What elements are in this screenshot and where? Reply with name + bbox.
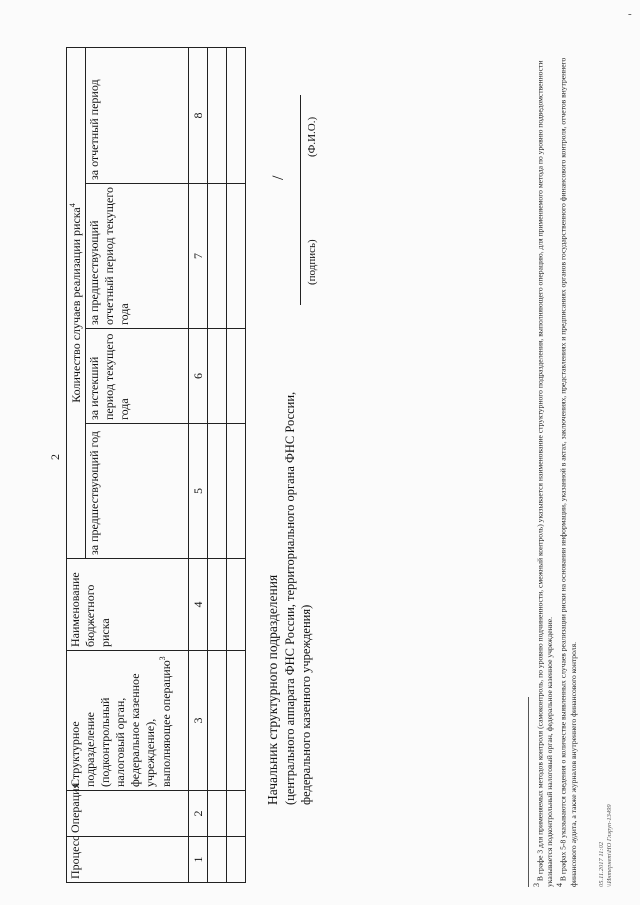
signatory-title-line: Начальник структурного подразделения	[265, 574, 280, 805]
table-cell	[227, 424, 246, 559]
column-number: 3	[189, 651, 208, 791]
signature-line	[300, 95, 301, 305]
column-number-row	[189, 47, 208, 882]
signature-area	[270, 95, 340, 305]
column-number: 6	[189, 329, 208, 424]
header-operation: Операция	[67, 791, 189, 837]
table-cell	[208, 47, 227, 183]
print-stamp-path: \\Интернет\НО Глэруп-13499	[606, 804, 614, 887]
header-reporting-period: за отчетный период	[86, 47, 189, 183]
header-prev-reporting-period: за предшествующий отчетный период текущего года	[86, 184, 189, 329]
table-cell	[208, 424, 227, 559]
footnote-4: 4 В графах 5-8 указываются сведения о количестве выявленных случаев реализации риски на основании информации, указанной в актах, заключениях, представлениях и предписаниях органов государственного финансового контроля, отчетов внутреннего финансового аудита, а также журналов внутреннего финансового контроля.	[555, 57, 578, 887]
footnote-3: 3 В графе 3 для применяемых методов контроля (самоконтроль, по уровню подчиненности, смежный контроль) указывается наименование структурного подразделения, выполняющего операцию, для применяемого метода по уровню подведомственности указывается подконтрольный налоговый орган, федеральное казенное учреждение.	[532, 60, 555, 887]
header-prev-year: за предшествующий год	[86, 424, 189, 559]
table-cell	[227, 651, 246, 791]
header-risk-name: Наименование бюджетного риска	[67, 559, 189, 651]
header-count-group: Количество случаев реализации риска$^4$	[67, 47, 86, 558]
risk-report-table	[66, 47, 246, 883]
name-label: (Ф.И.О.)	[306, 116, 318, 157]
table-cell	[208, 184, 227, 329]
table-cell	[227, 184, 246, 329]
page-edge-mark: -	[628, 8, 632, 20]
header-process: Процесс	[67, 837, 189, 883]
header-elapsed-period: за истекший период текущего года	[86, 329, 189, 424]
page-number: 2	[48, 454, 62, 460]
footnote-ref-3: 3	[158, 656, 167, 661]
table-cell	[227, 791, 246, 837]
column-number: 4	[189, 559, 208, 651]
column-number: 1	[189, 837, 208, 883]
signatory-title	[264, 335, 314, 805]
footnotes	[532, 27, 579, 887]
column-number: 7	[189, 184, 208, 329]
table-cell	[227, 559, 246, 651]
signatory-title-line: федерального казенного учреждения)	[298, 604, 313, 805]
table-cell	[227, 837, 246, 883]
table-cell	[208, 837, 227, 883]
footnote-divider	[528, 697, 529, 887]
table-cell	[208, 329, 227, 424]
table-cell	[208, 559, 227, 651]
signatory-title-line: (центрального аппарата ФНС России, территориального органа ФНС России,	[282, 391, 297, 805]
table-cell	[227, 329, 246, 424]
table-row-empty	[227, 47, 246, 882]
column-number: 8	[189, 47, 208, 183]
table-row-empty	[208, 47, 227, 882]
column-number: 2	[189, 791, 208, 837]
print-stamp-date: 05.11.2017 11:02	[598, 841, 605, 887]
print-stamp	[598, 804, 614, 887]
column-number: 5	[189, 424, 208, 559]
table-header-row	[67, 47, 86, 882]
signature-label: (подпись)	[306, 239, 318, 285]
table-cell	[208, 791, 227, 837]
footnote-ref-4: 4	[68, 203, 77, 208]
table-cell	[227, 47, 246, 183]
signature-separator: /	[270, 175, 287, 180]
table-cell	[208, 651, 227, 791]
header-division: Структурное подразделение (подконтрольный налоговый орган, федеральное казенное учреждение), выполняющее операцию$^3$	[67, 651, 189, 791]
